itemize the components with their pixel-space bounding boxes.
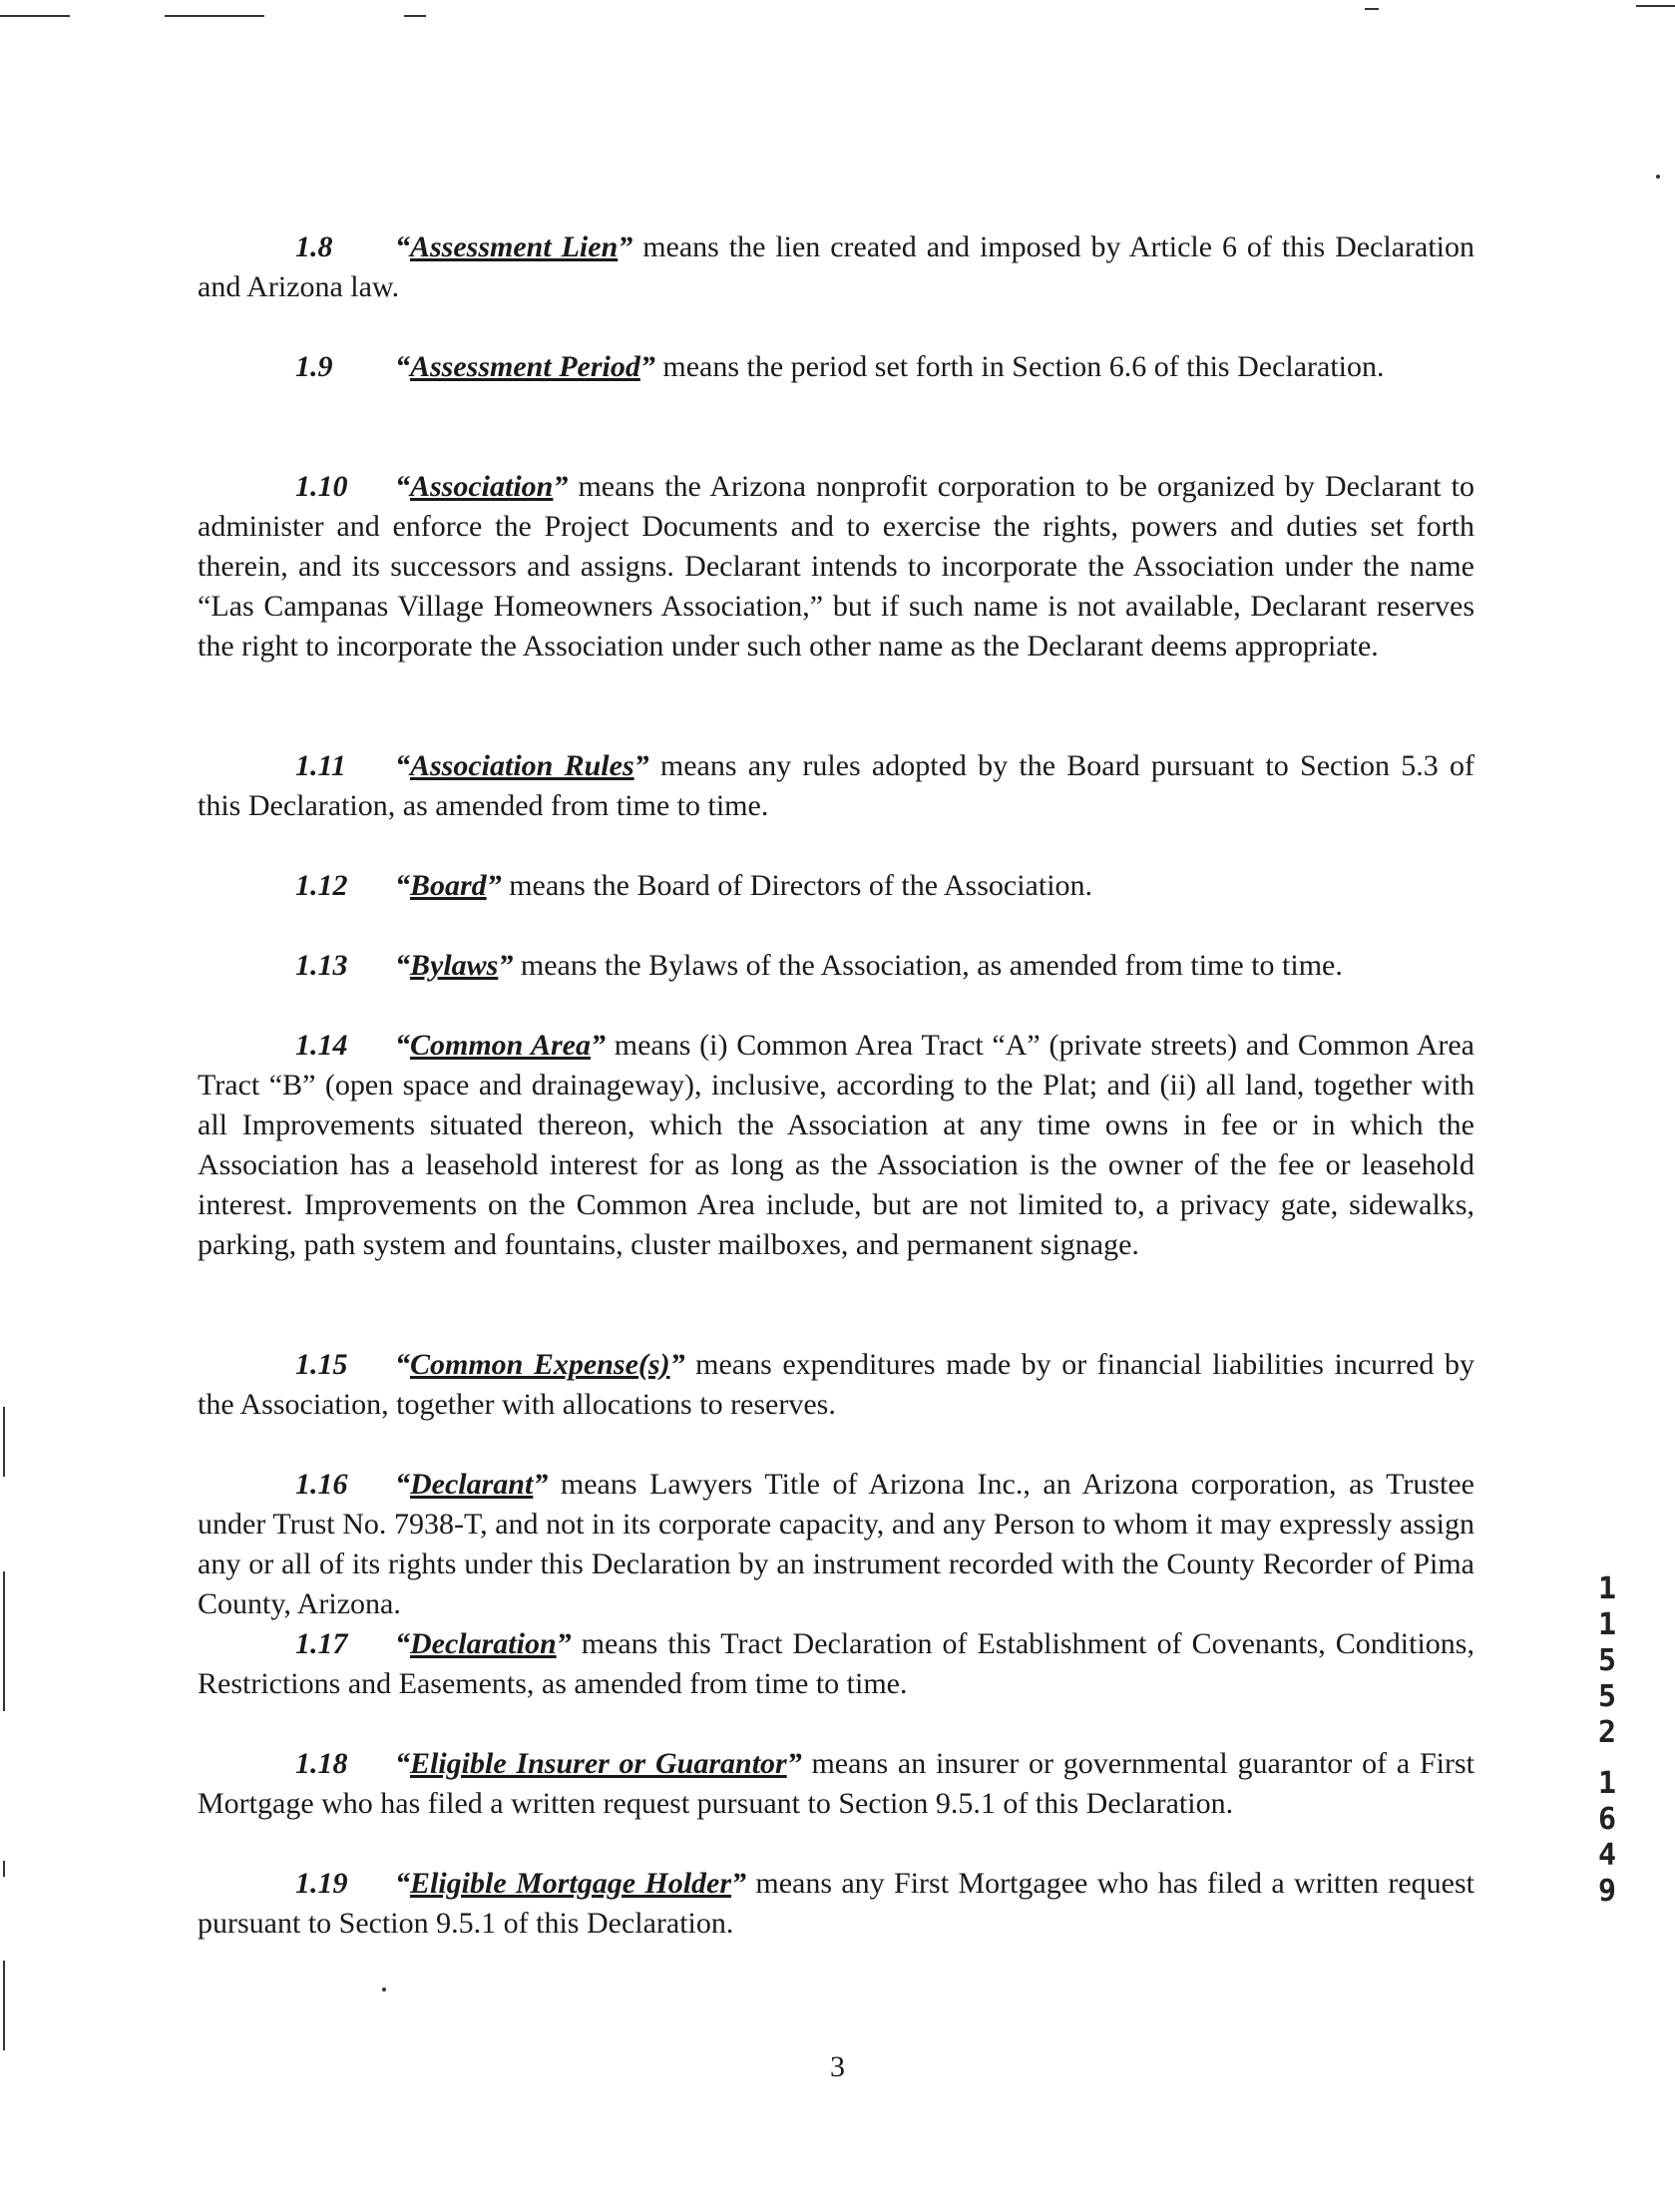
definition-number: 1.9 (295, 350, 333, 383)
definition-text: means the lien created and imposed by Article 6 of this Declaration and Arizona law. (198, 230, 1475, 303)
scan-mark (3, 1861, 5, 1877)
definition-text: means an insurer or governmental guarantor of a First Mortgage who has filed a written request pursuant to Section 9.5.1 of this Declaration. (198, 1747, 1474, 1820)
definition-1-19 (198, 1864, 1474, 1944)
definition-1-8 (198, 227, 1474, 307)
defined-term: Board (410, 869, 487, 902)
close-quote: ” (786, 1747, 802, 1780)
close-quote: ” (556, 1627, 572, 1660)
open-quote: “ (395, 1747, 410, 1780)
close-quote: ” (486, 869, 502, 902)
defined-term: Common Area (410, 1029, 591, 1062)
definition-text: means the Board of Directors of the Association. (501, 869, 1093, 902)
open-quote: “ (395, 1468, 410, 1501)
close-quote: ” (553, 470, 569, 503)
definition-text: means any First Mortgagee who has filed a written request pursuant to Section 9.5.1 of this Declaration. (198, 1867, 1474, 1940)
scan-mark (3, 1961, 5, 2050)
scan-dot (1656, 175, 1660, 179)
open-quote: “ (395, 869, 410, 902)
stamp-digit: 5 (1597, 1679, 1617, 1714)
scan-mark (3, 1407, 5, 1477)
scan-mark (404, 15, 426, 17)
definition-text: means expenditures made by or financial liabilities incurred by the Association, together with allocations to reserves. (198, 1348, 1474, 1421)
definition-1-17 (198, 1624, 1474, 1704)
open-quote: “ (395, 749, 410, 782)
defined-term: Bylaws (410, 949, 499, 982)
definition-1-15 (198, 1345, 1474, 1425)
close-quote: ” (533, 1468, 549, 1501)
defined-term: Eligible Insurer or Guarantor (410, 1747, 787, 1780)
definition-1-9 (198, 347, 1474, 387)
definition-text: means the period set forth in Section 6.6 of this Declaration. (654, 350, 1385, 383)
stamp-digit: 5 (1597, 1643, 1617, 1678)
definition-text: means any rules adopted by the Board pursuant to Section 5.3 of this Declaration, as amended from time to time. (198, 749, 1474, 822)
close-quote: ” (591, 1029, 606, 1062)
open-quote: “ (395, 1029, 410, 1062)
stamp-digit: 4 (1597, 1838, 1617, 1873)
definition-number: 1.12 (295, 869, 348, 902)
defined-term: Association Rules (410, 749, 634, 782)
definition-number: 1.15 (295, 1348, 348, 1381)
open-quote: “ (395, 949, 410, 982)
definition-number: 1.10 (295, 470, 348, 503)
definition-number: 1.14 (295, 1029, 348, 1062)
close-quote: ” (498, 949, 514, 982)
definition-1-10 (198, 467, 1474, 666)
stamp-digit: 1 (1597, 1571, 1617, 1606)
defined-term: Association (410, 470, 554, 503)
definition-1-11 (198, 746, 1474, 826)
scan-mark (1636, 5, 1675, 7)
definition-1-16 (198, 1465, 1474, 1624)
page-number: 3 (830, 2050, 845, 2083)
open-quote: “ (395, 350, 410, 383)
close-quote: ” (618, 230, 633, 263)
open-quote: “ (395, 1867, 410, 1900)
stamp-digit: 2 (1597, 1715, 1617, 1750)
definition-1-14 (198, 1026, 1474, 1265)
close-quote: ” (639, 350, 655, 383)
definition-text: means the Arizona nonprofit corporation to be organized by Declarant to administer and enforce the Project Documents and to exercise the rights, powers and duties set forth therein, and its successors and assigns. Declarant intends to incorporate the Association under the name “Las Campanas Village Homeowners Association,” but if such name is not available, Declarant reserves the right to incorporate the Association under such other name as the Declarant deems appropriate. (198, 470, 1474, 663)
definition-number: 1.19 (295, 1867, 348, 1900)
scan-mark (165, 15, 264, 17)
stamp-digit: 1 (1597, 1607, 1617, 1642)
definition-text: means the Bylaws of the Association, as amended from time to time. (513, 949, 1343, 982)
scan-mark (3, 1571, 5, 1711)
side-stamp-top (1592, 1571, 1622, 1751)
defined-term: Assessment Lien (410, 230, 619, 263)
definition-text: means Lawyers Title of Arizona Inc., an Arizona corporation, as Trustee under Trust No. 7938-T, and not in its corporate capacity, and any Person to whom it may expressly assign any or all of its rights under this Declaration by an instrument recorded with the County Recorder of Pima County, Arizona. (198, 1468, 1474, 1620)
definition-number: 1.8 (295, 230, 333, 263)
definition-text: means (i) Common Area Tract “A” (private streets) and Common Area Tract “B” (open space and drainageway), inclusive, according to the Plat; and (ii) all land, together with all Improvements situated thereon, which the Association at any time owns in fee or in which the Association has a leasehold interest for as long as the Association is the owner of the fee or leasehold interest. Improvements on the Common Area include, but are not limited to, a privacy gate, sidewalks, parking, path system and fountains, cluster mailboxes, and permanent signage. (198, 1029, 1474, 1261)
open-quote: “ (395, 1348, 410, 1381)
defined-term: Declarant (410, 1468, 534, 1501)
open-quote: “ (395, 1627, 410, 1660)
scan-dot (382, 1988, 386, 1991)
defined-term: Eligible Mortgage Holder (410, 1867, 732, 1900)
close-quote: ” (633, 749, 649, 782)
definition-1-13 (198, 946, 1474, 986)
open-quote: “ (395, 470, 410, 503)
stamp-digit: 1 (1597, 1766, 1617, 1801)
definition-number: 1.13 (295, 949, 348, 982)
defined-term: Common Expense(s) (410, 1348, 670, 1381)
defined-term: Assessment Period (410, 350, 640, 383)
definition-number: 1.16 (295, 1468, 348, 1501)
stamp-digit: 9 (1597, 1874, 1617, 1909)
close-quote: ” (731, 1867, 747, 1900)
open-quote: “ (395, 230, 410, 263)
defined-term: Declaration (410, 1627, 557, 1660)
definition-1-12 (198, 866, 1474, 906)
definition-number: 1.17 (295, 1627, 348, 1660)
scan-mark (1365, 8, 1379, 10)
scan-mark (0, 15, 70, 17)
definition-number: 1.11 (295, 749, 346, 782)
definition-number: 1.18 (295, 1747, 348, 1780)
side-stamp-bottom (1592, 1766, 1622, 1910)
definition-text: means this Tract Declaration of Establishment of Covenants, Conditions, Restrictions and Easements, as amended from time to time. (198, 1627, 1474, 1700)
definition-1-18 (198, 1744, 1474, 1824)
close-quote: ” (669, 1348, 685, 1381)
stamp-digit: 6 (1597, 1802, 1617, 1837)
